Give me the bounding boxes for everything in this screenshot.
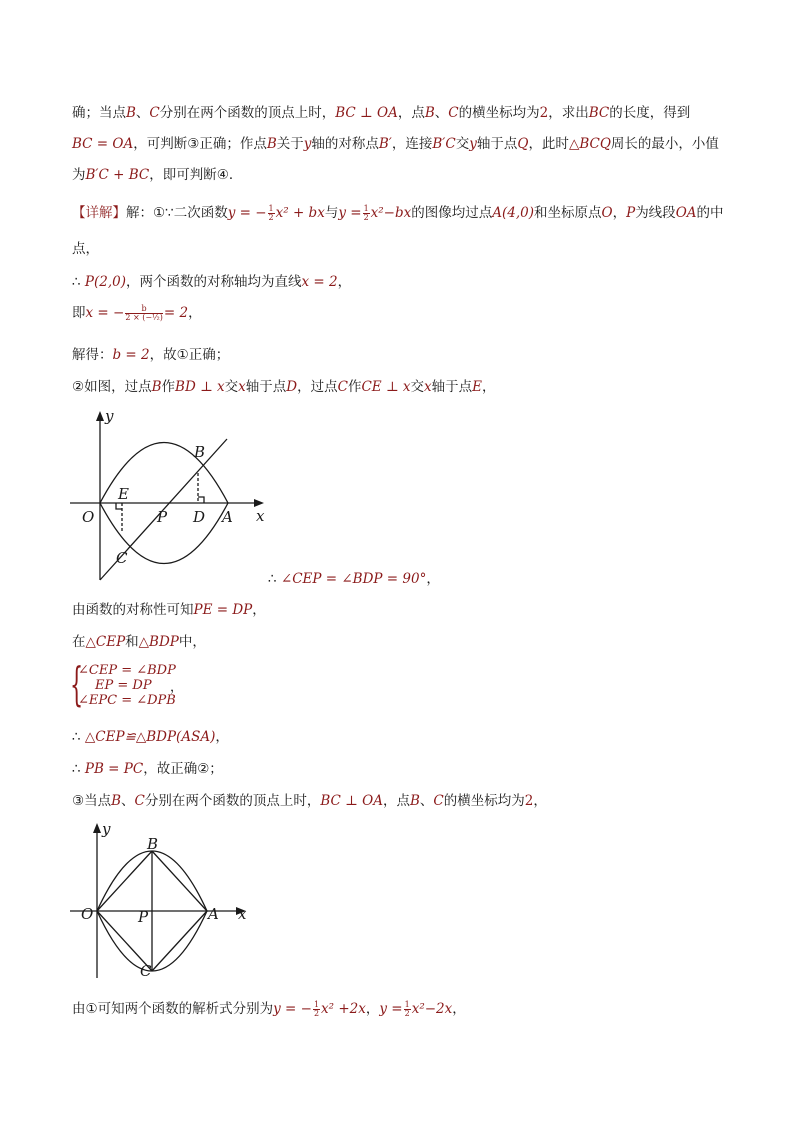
label-c: C [116,549,128,567]
y-axis-arrow [96,411,104,421]
label-b: B [194,443,206,461]
label-a: A [208,905,219,923]
label-o: O [81,905,94,923]
text-line-15: ③当点B、C分别在两个函数的顶点上时，BC ⊥ OA，点B、C的横坐标均为2， [72,793,547,809]
system-line-1: ∠CEP = ∠BDP [78,663,176,678]
detail-tag: 【详解】 [72,205,126,221]
system-line-2: EP = DP [95,678,152,693]
text-line-12: 在△CEP和△BDP中， [72,634,206,650]
label-p: P [157,508,168,526]
label-o: O [82,508,95,526]
figure-2-parabolas [70,818,260,983]
system-line-3: ∠EPC = ∠DPB [78,693,176,708]
text-line-13: ∴ △CEP≌△BDP(ASA)， [72,729,229,745]
label-y: y [102,820,111,838]
text-line-8: 解得：b = 2，故①正确； [72,347,230,363]
text-line-16: 由①可知两个函数的解析式分别为y = − $\frac{1}{2}$ x² +2x，y = $\frac{1}{2}$ x²−2x， [72,999,466,1018]
label-a: A [222,508,233,526]
text-line-6: ∴ P(2,0)，两个函数的对称轴均为直线x = 2， [72,274,352,290]
segment-ca [152,911,207,971]
y-axis-arrow [93,823,101,833]
label-c: C [140,962,152,980]
system-brace: { [70,657,84,711]
system-tail: ， [170,680,184,695]
label-y: y [105,407,114,425]
label-p: P [138,908,149,926]
x-axis-arrow [254,499,264,507]
segment-ba [152,851,207,911]
text-line-2: BC = OA，可判断③正确；作点B关于y轴的对称点B′，连接B′C交y轴于点Q，此时△BCQ周长的最小，小值 [72,136,719,152]
text-line-10: ∴ ∠CEP = ∠BDP = 90°， [268,571,440,587]
right-angle-d [198,497,204,503]
label-b: B [147,835,159,853]
label-x: x [256,507,265,525]
figure-1-parabolas [70,405,270,585]
label-x: x [238,905,247,923]
text-line-7: 即x = − $\frac{b}{\text{2 × (−½)}}$ = 2， [72,303,202,322]
text-line-3: 为B′C + BC，即可判断④． [72,167,243,183]
text-line-4: 【详解】解：①∵二次函数y = − $\frac{1}{2}$ x² + bx与y = $\frac{1}{2}$ x²−bx的图像均过点A(4,0)和坐标原点O，P为线段OA的中 [72,203,724,222]
label-d: D [193,508,206,526]
text-line-14: ∴ PB = PC，故正确②； [72,761,223,777]
segment-ob [97,851,152,911]
text-line-5: 点， [72,241,99,257]
text-line-1: 确；当点B、C分别在两个函数的顶点上时，BC ⊥ OA，点B、C的横坐标均为2，求出BC的长度，得到 [72,105,691,121]
text-line-9: ②如图，过点B作BD ⊥ x交x轴于点D，过点C作CE ⊥ x交x轴于点E， [72,379,496,395]
label-e: E [118,485,129,503]
text-line-11: 由函数的对称性可知PE = DP， [72,602,266,618]
right-angle-e [116,503,122,509]
